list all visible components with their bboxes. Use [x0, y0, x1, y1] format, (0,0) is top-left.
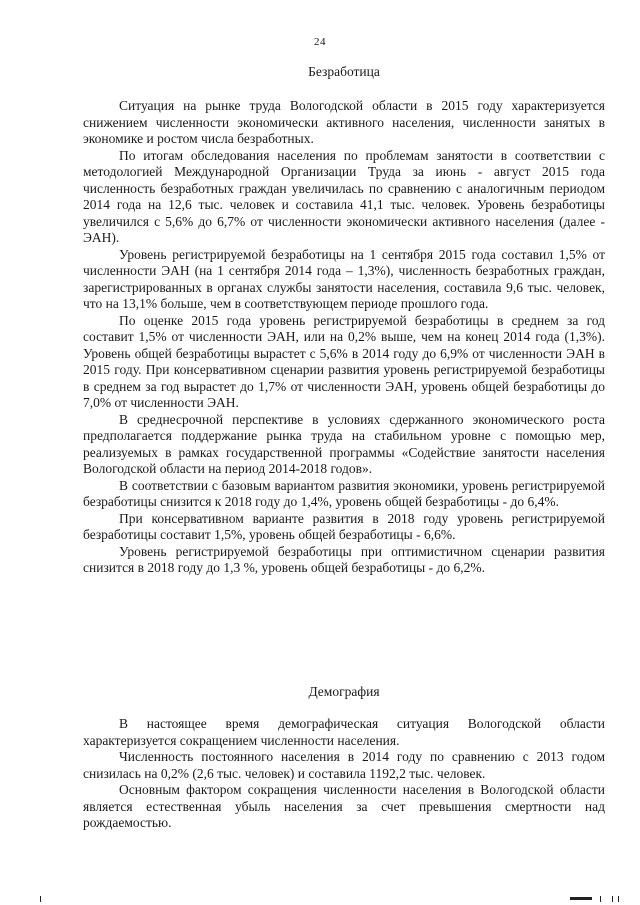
paragraph: Уровень регистрируемой безработицы на 1 сентября 2015 года составил 1,5% от численности ЭАН (на 1 сентября 2014 года – 1,3%), численность безработных граждан, зарегистрированных в органах службы занятости населения, составила 9,6 тыс. человек, что на 13,1% больше, чем в соответствующем периоде прошлого года.	[83, 246, 605, 311]
section-body-unemployment	[83, 98, 605, 577]
section-title-demography: Демография	[308, 684, 380, 699]
paragraph: По итогам обследования населения по проблемам занятости в соответствии с методологией Международной Организации Труда за июнь - август 2015 года численность безработных граждан увеличилась по сравнению с аналогичным периодом 2014 года на 12,6 тыс. человек и составила 41,1 тыс. человек. Уровень безработицы увеличился с 5,6% до 6,7% от численности экономически активного населения (далее - ЭАН).	[83, 147, 605, 245]
scan-artifact	[600, 896, 601, 902]
section-body-demography	[83, 716, 605, 832]
paragraph: Ситуация на рынке труда Вологодской области в 2015 году характеризуется снижением численности экономически активного населения, численности занятых в экономике и ростом числа безработных.	[83, 98, 605, 146]
paragraph: В соответствии с базовым вариантом развития экономики, уровень регистрируемой безработицы снизится к 2018 году до 1,4%, уровень общей безработицы - до 6,4%.	[83, 477, 605, 509]
paragraph: При консервативном варианте развития в 2018 году уровень регистрируемой безработицы составит 1,5%, уровень общей безработицы - 6,6%.	[83, 510, 605, 542]
paragraph: В настоящее время демографическая ситуация Вологодской области характеризуется сокращением численности населения.	[83, 716, 605, 748]
scan-artifact	[40, 896, 41, 902]
scan-artifact	[570, 897, 592, 900]
scan-artifact	[618, 896, 619, 902]
paragraph: В среднесрочной перспективе в условиях сдержанного экономического роста предполагается поддержание рынка труда на стабильном уровне с помощью мер, реализуемых в рамках государственной программы «Содействие занятости населения Вологодской области на период 2014-2018 годов».	[83, 411, 605, 476]
paragraph: По оценке 2015 года уровень регистрируемой безработицы в среднем за год составит 1,5% от численности ЭАН, или на 0,2% выше, чем на конец 2014 года (1,3%). Уровень общей безработицы вырастет с 5,6% в 2014 году до 6,9% от численности ЭАН в 2015 году. При консервативном сценарии развития уровень регистрируемой безработицы в среднем за год вырастет до 1,7% от численности ЭАН, уровень общей безработицы до 7,0% от численности ЭАН.	[83, 312, 605, 410]
paragraph: Уровень регистрируемой безработицы при оптимистичном сценарии развития снизится в 2018 году до 1,3 %, уровень общей безработицы - до 6,2%.	[83, 543, 605, 575]
paragraph: Численность постоянного населения в 2014 году по сравнению с 2013 годом снизилась на 0,2% (2,6 тыс. человек) и составила 1192,2 тыс. человек.	[83, 749, 605, 781]
section-title-unemployment: Безработица	[308, 64, 380, 79]
paragraph: Основным фактором сокращения численности населения в Вологодской области является естественная убыль населения за счет превышения смертности над рождаемостью.	[83, 782, 605, 830]
page-number: 24	[314, 36, 326, 48]
scan-artifact	[612, 896, 613, 902]
